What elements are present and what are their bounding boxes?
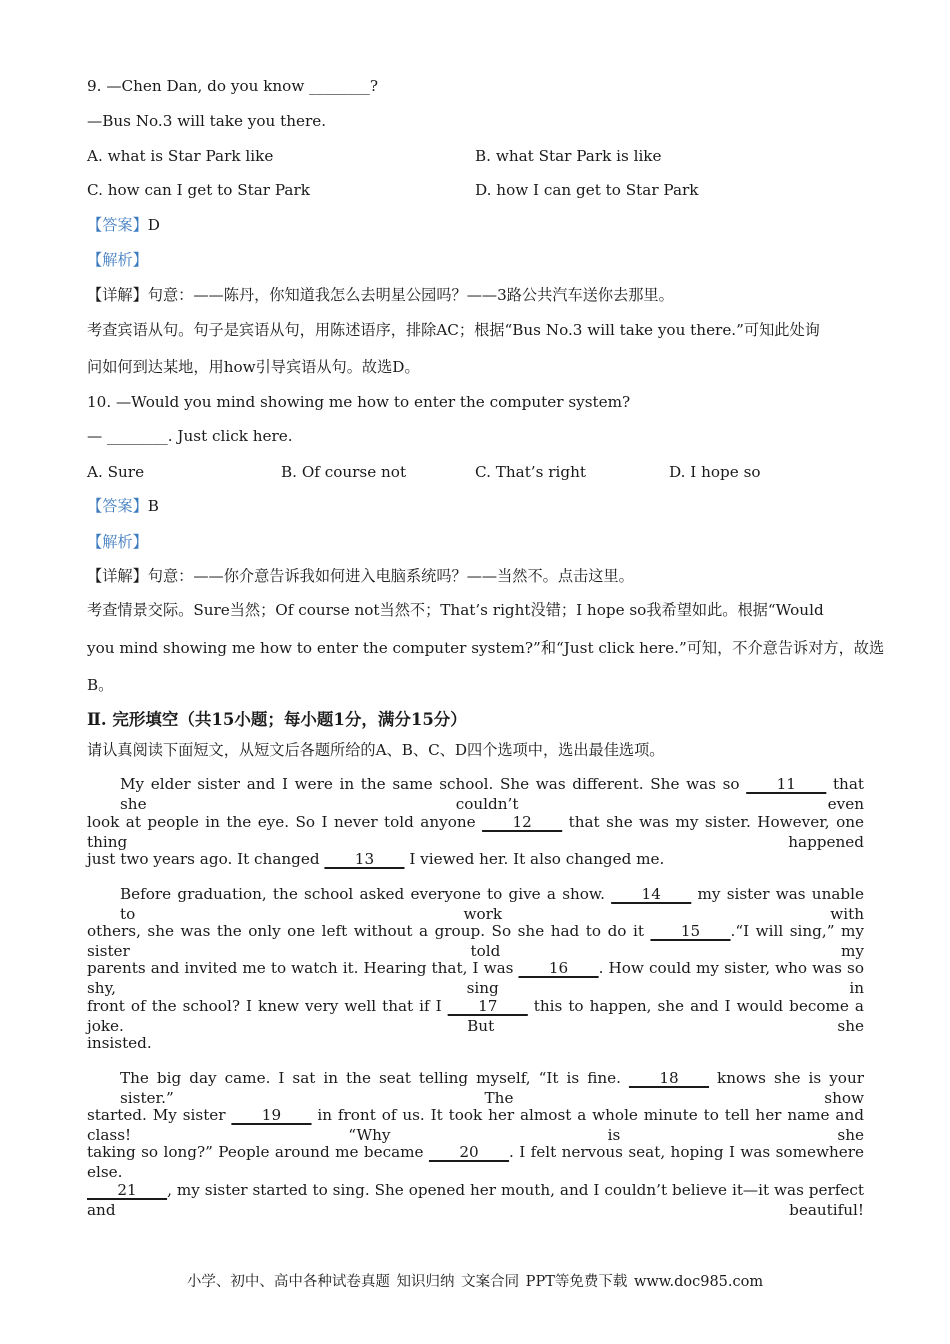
passage-line <box>87 812 864 852</box>
q10-analysis-tag: 【解析】 <box>87 533 148 551</box>
detail-tag: 【详解】 <box>87 286 148 304</box>
blank-13: ____13____ <box>324 850 405 868</box>
passage-line <box>120 1068 864 1108</box>
q9-explanation-line-1: 考查宾语从句。句子是宾语从句，用陈述语序，排除AC；根据“Bus No.3 will take you there.”可知此处询 <box>87 321 820 339</box>
section-title: Ⅱ. 完形填空（共15小题；每小题1分，满分15分） <box>87 710 467 729</box>
passage-line <box>120 774 864 814</box>
answer-tag: 【答案】 <box>87 216 148 234</box>
blank-16: ____16____ <box>518 959 599 977</box>
detail-text: 句意：——陈丹，你知道我怎么去明星公园吗？——3路公共汽车送你去那里。 <box>147 286 674 304</box>
blank-21: ____21____ <box>87 1181 168 1199</box>
passage-text: My elder sister and I were in the same school. She was different. She was so <box>120 775 747 793</box>
blank-14: ____14____ <box>611 885 692 903</box>
q9-stem: 9. —Chen Dan, do you know ________? <box>87 77 379 95</box>
q9-analysis-tag: 【解析】 <box>87 251 148 269</box>
passage-text: The big day came. I sat in the seat telling myself, “It is fine. <box>120 1069 629 1087</box>
passage-text: parents and invited me to watch it. Hearing that, I was <box>87 959 519 977</box>
page-footer: 小学、初中、高中各种试卷真题 知识归纳 文案合同 PPT等免费下载 www.doc985.com <box>186 1274 764 1290</box>
blank-11: ____11____ <box>746 775 827 793</box>
q10-reply: — ________. Just click here. <box>87 427 293 445</box>
passage-text: that she was my sister. However, one thing happened <box>87 813 864 851</box>
blank-19: ____19____ <box>231 1106 312 1124</box>
q9-answer <box>87 215 160 235</box>
section-instruction: 请认真阅读下面短文，从短文后各题所给的A、B、C、D四个选项中，选出最佳选项。 <box>87 741 665 759</box>
passage-line <box>87 996 864 1036</box>
q10-answer <box>87 496 159 516</box>
q9-option-c: C. how can I get to Star Park <box>87 181 310 199</box>
passage-line <box>87 1142 864 1182</box>
passage-line <box>120 884 864 924</box>
q10-stem: 10. —Would you mind showing me how to enter the computer system? <box>87 393 631 411</box>
detail-text: 句意：——你介意告诉我如何进入电脑系统吗？——当然不。点击这里。 <box>147 567 634 585</box>
blank-17: ____17____ <box>447 997 528 1015</box>
passage-text: started. My sister <box>87 1106 232 1124</box>
passage-text: in front of us. It took her almost a whole minute to tell her name and class! “Why is she <box>87 1106 864 1144</box>
q10-detail <box>87 566 634 586</box>
q10-option-b: B. Of course not <box>281 463 407 481</box>
passage-text: . How could my sister, who was so shy, sing in <box>87 959 864 997</box>
passage-text: , my sister started to sing. She opened her mouth, and I couldn’t believe it—it was perfect and beautiful! <box>87 1181 864 1219</box>
passage-text: my sister was unable to work with <box>120 885 864 923</box>
passage-text: .“I will sing,” my sister told my <box>87 922 864 960</box>
passage-text: front of the school? I knew very well that if I <box>87 997 448 1015</box>
passage-text: . I felt nervous seat, hoping I was somewhere else. <box>87 1143 864 1181</box>
q9-option-a: A. what is Star Park like <box>87 147 274 165</box>
passage-text: Before graduation, the school asked everyone to give a show. <box>120 885 612 903</box>
q10-option-c: C. That’s right <box>475 463 586 481</box>
q9-reply: —Bus No.3 will take you there. <box>87 112 327 130</box>
passage-text: that she couldn’t even <box>120 775 864 813</box>
passage-text: taking so long?” People around me became <box>87 1143 429 1161</box>
passage-line <box>87 1105 864 1145</box>
passage-text: others, she was the only one left without a group. So she had to do it <box>87 922 651 940</box>
q10-explanation-line-1: 考查情景交际。Sure当然；Of course not当然不；That’s right没错；I hope so我希望如此。根据“Would <box>87 601 824 619</box>
q10-explanation-line-2: you mind showing me how to enter the computer system?”和“Just click here.”可知，不介意告诉对方，故选 <box>87 639 885 657</box>
blank-20: ____20____ <box>428 1143 510 1161</box>
q9-option-d: D. how I can get to Star Park <box>475 181 699 199</box>
q9-explanation-line-2: 问如何到达某地，用how引导宾语从句。故选D。 <box>87 358 420 376</box>
detail-tag: 【详解】 <box>87 567 148 585</box>
passage-text: look at people in the eye. So I never told anyone <box>87 813 483 831</box>
q10-option-a: A. Sure <box>87 463 145 481</box>
answer-tag: 【答案】 <box>87 497 148 515</box>
q9-option-b: B. what Star Park is like <box>475 147 662 165</box>
blank-15: ____15____ <box>650 922 731 940</box>
passage-line <box>87 1180 864 1220</box>
passage-text: knows she is your sister.” The show <box>120 1069 864 1107</box>
passage-text: this to happen, she and I would become a joke. But she <box>87 997 864 1035</box>
answer-value: B <box>147 497 159 515</box>
q10-explanation-line-3: B。 <box>87 676 114 694</box>
q9-detail <box>87 285 674 305</box>
blank-18: ____18____ <box>628 1069 710 1087</box>
blank-12: ____12____ <box>482 813 563 831</box>
passage-line <box>87 958 864 998</box>
passage-line <box>87 849 664 869</box>
answer-value: D <box>147 216 160 234</box>
passage-text: I viewed her. It also changed me. <box>404 850 665 868</box>
q10-option-d: D. I hope so <box>669 463 761 481</box>
passage-line: insisted. <box>87 1034 152 1052</box>
passage-text: just two years ago. It changed <box>87 850 325 868</box>
passage-line <box>87 921 864 961</box>
